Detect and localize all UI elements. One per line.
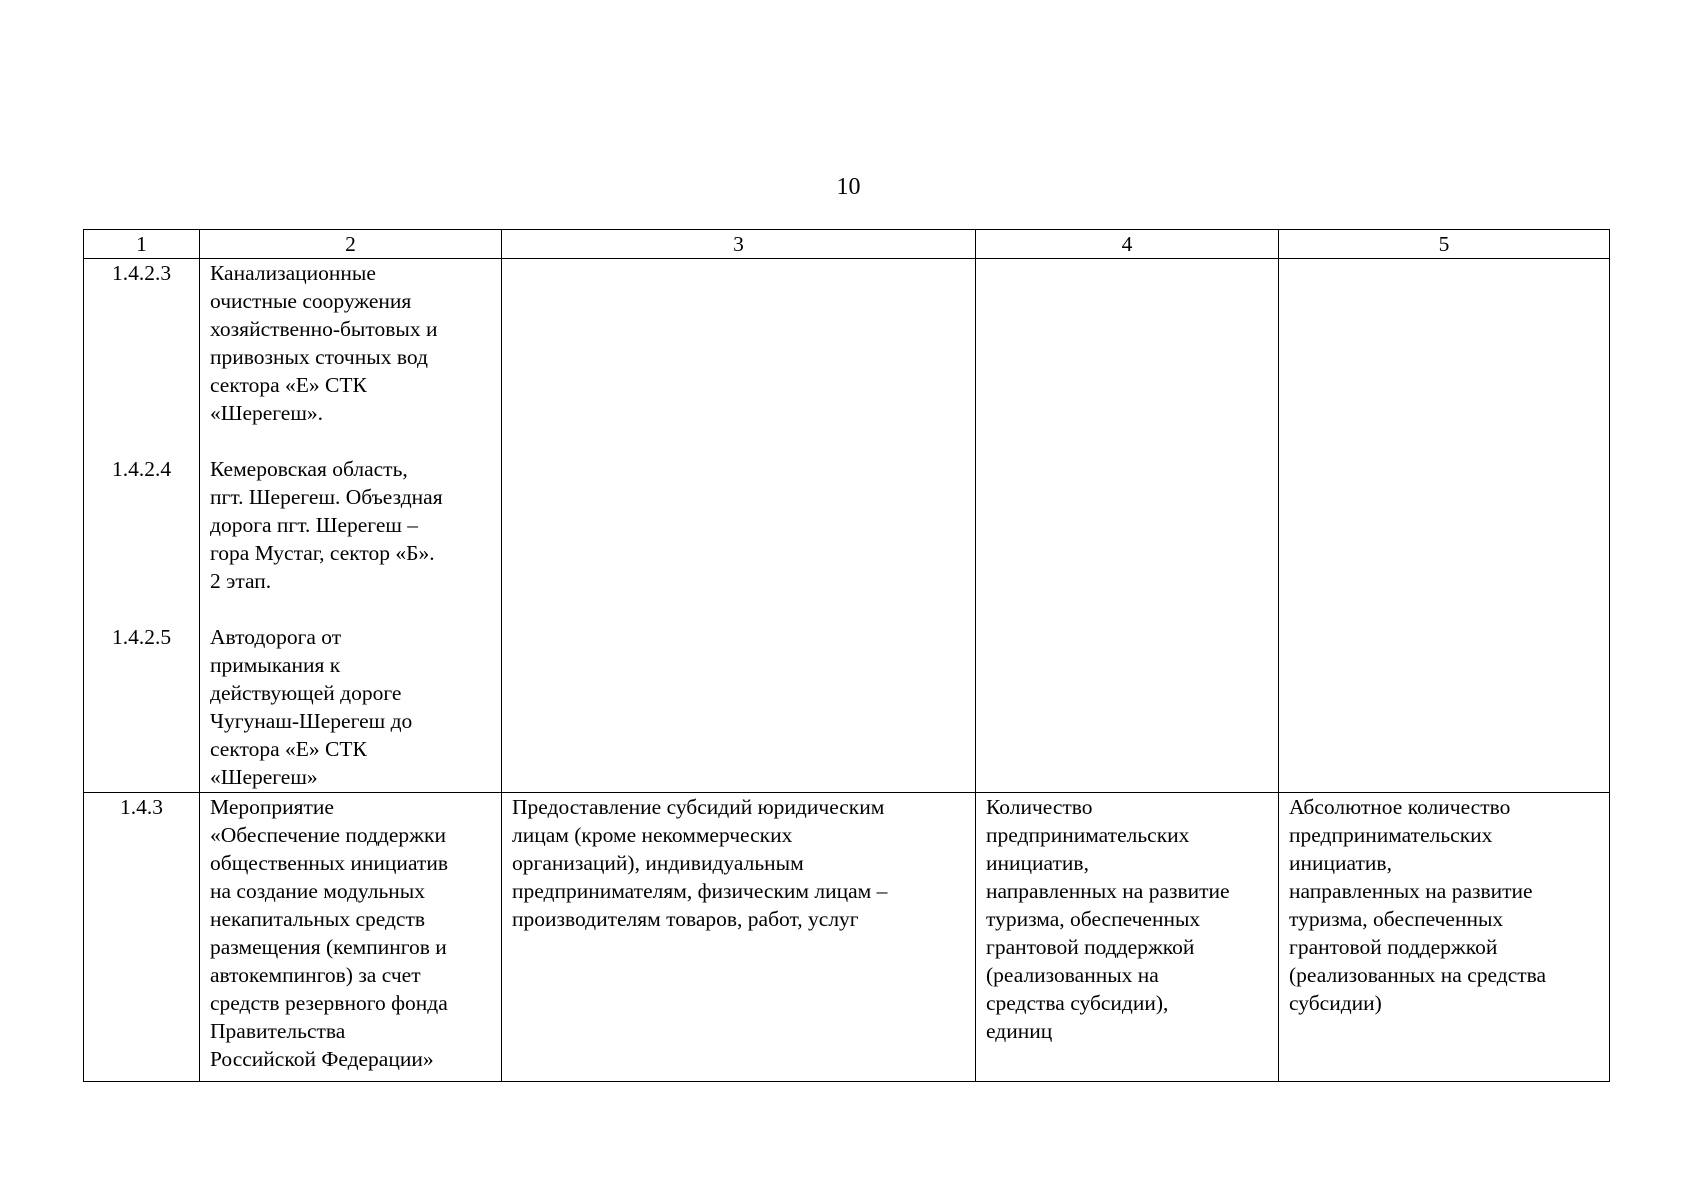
row-1-4-3-col2: Мероприятие «Обеспечение поддержки общественных инициатив на создание модульных некапитальных средств размещения (кемпингов и автокемпингов) за счет средств резервного фонда Правительства Российской Федерации» bbox=[200, 793, 502, 1082]
row-num-1-4-2-5: 1.4.2.5 bbox=[111, 625, 172, 649]
page-number: 10 bbox=[836, 174, 861, 200]
table-row-1-4-2 bbox=[84, 259, 1610, 793]
table-row-1-4-3 bbox=[84, 793, 1610, 1082]
row-text-1-4-2-5: Автодорога от примыкания к действующей дороге Чугунаш-Шерегеш до сектора «Е» СТК «Шерегеш» bbox=[210, 625, 413, 789]
header-row bbox=[84, 230, 1610, 259]
row-1-4-3-col3: Предоставление субсидий юридическим лицам (кроме некоммерческих организаций), индивидуальным предпринимателям, физическим лицам – производителям товаров, работ, услуг bbox=[502, 793, 976, 1082]
header-col-3: 3 bbox=[502, 230, 976, 259]
document-table bbox=[83, 229, 1610, 1082]
group-num-cell bbox=[84, 259, 200, 793]
row-1-4-3-col5: Абсолютное количество предпринимательских инициатив, направленных на развитие туризма, обеспеченных грантовой поддержкой (реализованных на средства субсидии) bbox=[1279, 793, 1610, 1082]
header-col-4: 4 bbox=[976, 230, 1279, 259]
row-text-1-4-2-3: Канализационные очистные сооружения хозяйственно-бытовых и привозных сточных вод сектора «Е» СТК «Шерегеш». bbox=[210, 261, 438, 425]
row-1-4-3-col4: Количество предпринимательских инициатив, направленных на развитие туризма, обеспеченных грантовой поддержкой (реализованных на средства субсидии), единиц bbox=[976, 793, 1279, 1082]
group-col4-empty bbox=[976, 259, 1279, 793]
row-num-1-4-3: 1.4.3 bbox=[84, 793, 200, 1082]
row-num-1-4-2-4: 1.4.2.4 bbox=[111, 457, 172, 481]
row-text-1-4-2-4: Кемеровская область, пгт. Шерегеш. Объездная дорога пгт. Шерегеш – гора Мустаг, сектор «Б». 2 этап. bbox=[210, 457, 443, 593]
group-col3-empty bbox=[502, 259, 976, 793]
group-col5-empty bbox=[1279, 259, 1610, 793]
header-col-1: 1 bbox=[84, 230, 200, 259]
header-col-5: 5 bbox=[1279, 230, 1610, 259]
header-col-2: 2 bbox=[200, 230, 502, 259]
group-text-cell bbox=[200, 259, 502, 793]
row-num-1-4-2-3: 1.4.2.3 bbox=[111, 261, 172, 285]
